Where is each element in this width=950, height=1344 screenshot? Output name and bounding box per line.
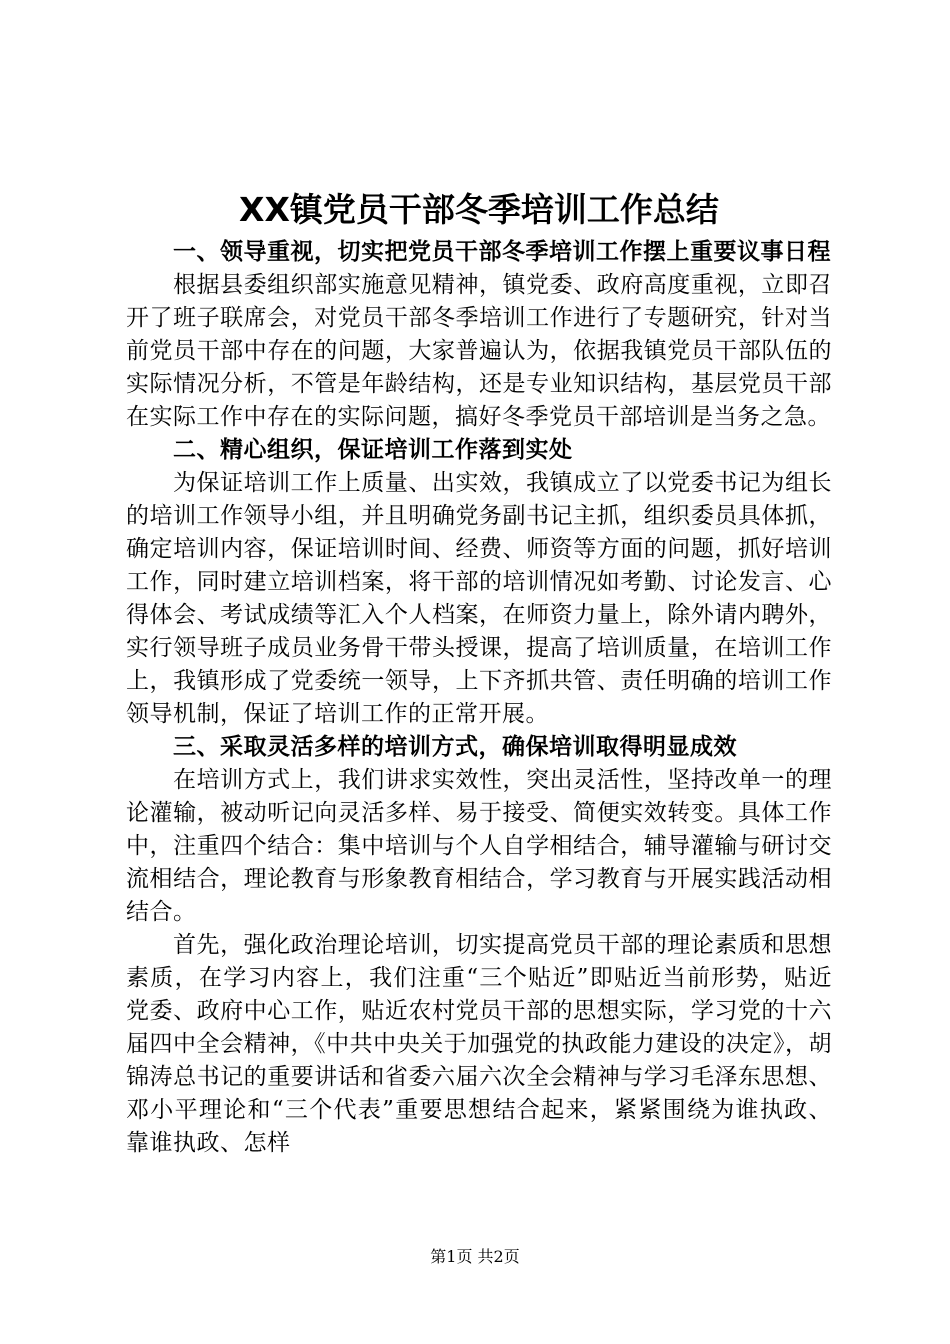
section-1-paragraph-1: 根据县委组织部实施意见精神，镇党委、政府高度重视，立即召开了班子联席会，对党员干部冬季培训工作进行了专题研究，针对当前党员干部中存在的问题，大家普遍认为，依据我镇党员干部队伍的实际情况分析，不管是年龄结构，还是专业知识结构，基层党员干部在实际工作中存在的实际问题，搞好冬季党员干部培训是当务之急。 xyxy=(126,272,832,430)
section-heading-1: 一、领导重视，切实把党员干部冬季培训工作摆上重要议事日程 xyxy=(173,239,831,265)
section-heading-3: 三、采取灵活多样的培训方式，确保培训取得明显成效 xyxy=(173,734,737,760)
section-heading-2: 二、精心组织，保证培训工作落到实处 xyxy=(173,437,573,463)
section-3-paragraph-2: 首先，强化政治理论培训，切实提高党员干部的理论素质和思想素质，在学习内容上，我们注重“三个贴近”即贴近当前形势，贴近党委、政府中心工作，贴近农村党员干部的思想实际，学习党的十六届四中全会精神，《中共中央关于加强党的执政能力建设的决定》，胡锦涛总书记的重要讲话和省委六届六次全会精神与学习毛泽东思想、邓小平理论和“三个代表”重要思想结合起来，紧紧围绕为谁执政、靠谁执政、怎样 xyxy=(126,932,832,1156)
page-footer: 第1页 共2页 xyxy=(430,1247,520,1266)
section-2-paragraph-1: 为保证培训工作上质量、出实效，我镇成立了以党委书记为组长的培训工作领导小组，并且明确党务副书记主抓，组织委员具体抓，确定培训内容，保证培训时间、经费、师资等方面的问题，抓好培训工作，同时建立培训档案，将干部的培训情况如考勤、讨论发言、心得体会、考试成绩等汇入个人档案，在师资力量上，除外请内聘外，实行领导班子成员业务骨干带头授课，提高了培训质量，在培训工作上，我镇形成了党委统一领导，上下齐抓共管、责任明确的培训工作领导机制，保证了培训工作的正常开展。 xyxy=(126,470,832,727)
document-title: XX镇党员干部冬季培训工作总结 xyxy=(239,190,719,229)
document-page xyxy=(126,186,832,1160)
section-3-paragraph-1: 在培训方式上，我们讲求实效性，突出灵活性，坚持改单一的理论灌输，被动听记向灵活多样、易于接受、简便实效转变。具体工作中，注重四个结合：集中培训与个人自学相结合，辅导灌输与研讨交流相结合，理论教育与形象教育相结合，学习教育与开展实践活动相结合。 xyxy=(126,767,832,925)
